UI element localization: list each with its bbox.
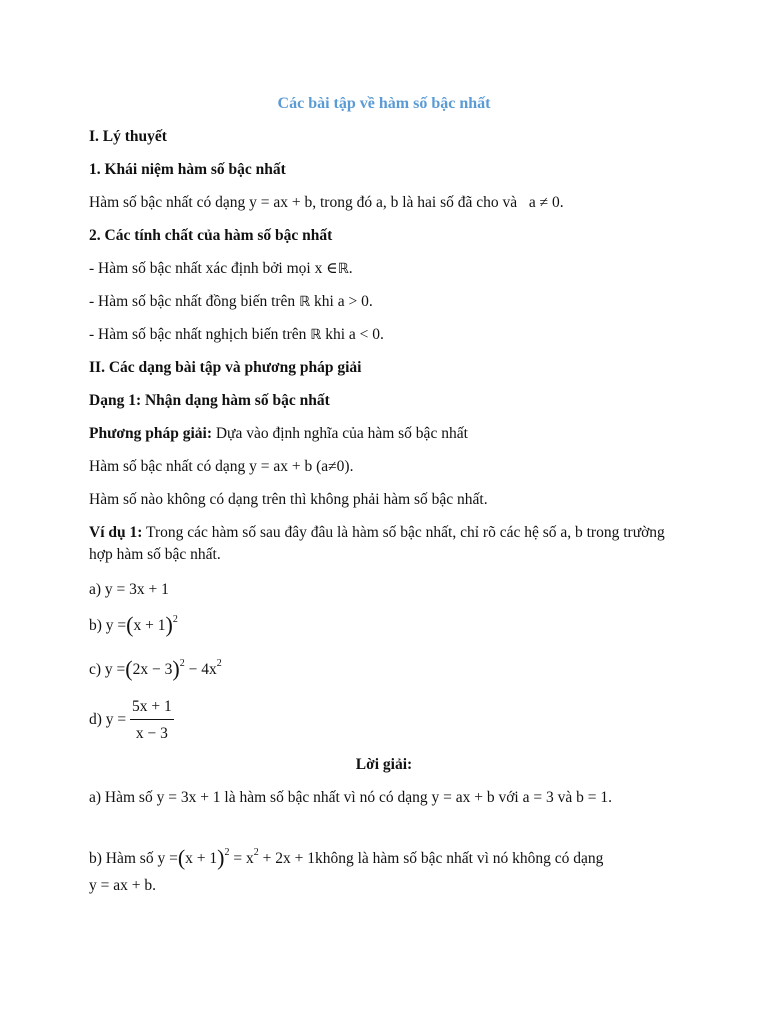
option-a-expression: y = 3x + 1: [104, 581, 169, 598]
option-b: b) $y =(x + 1)^2$: [89, 612, 178, 637]
property-decreasing-end: khi a < 0.: [325, 326, 384, 343]
property-decreasing-text: - Hàm số bậc nhất nghịch biến trên: [89, 326, 307, 343]
option-d: [89, 697, 676, 744]
solution-heading: Lời giải:: [355, 756, 413, 773]
option-d-label: d): [89, 711, 102, 729]
real-set-symbol: ℝ: [310, 327, 322, 343]
option-c-inner: 2x − 3: [132, 661, 173, 678]
element-of-symbol: ∈: [326, 260, 338, 277]
option-c-y: y =: [104, 661, 126, 678]
property-domain: [89, 258, 676, 280]
option-d-y: y =: [105, 711, 127, 729]
option-b-inner: x + 1: [133, 617, 166, 634]
method-text: Dựa vào định nghĩa của hàm số bậc nhất: [215, 425, 468, 442]
solution-b-text-post: không là hàm số bậc nhất vì nó không có dạng: [314, 850, 604, 867]
option-a: [89, 579, 676, 601]
solution-b-line2: y = ax + b.: [89, 877, 156, 894]
option-b-y: y =: [105, 617, 127, 634]
solution-b-x-exponent: 2: [253, 847, 259, 858]
option-c: c) $y =(2x - 3)^2 - 4x^2$: [89, 656, 222, 681]
subheading-properties: 2. Các tính chất của hàm số bậc nhất: [89, 227, 333, 244]
section-heading-theory: I. Lý thuyết: [89, 128, 167, 145]
method-line: [89, 423, 676, 445]
option-b-exponent: 2: [172, 614, 178, 625]
option-c-exponent: 2: [179, 658, 185, 669]
form-end: ).: [344, 458, 354, 475]
property-domain-text: - Hàm số bậc nhất xác định bởi mọi x: [89, 260, 323, 277]
solution-b-x: x: [245, 850, 254, 867]
definition-line: [89, 192, 676, 214]
property-decreasing: [89, 324, 676, 346]
form-text: Hàm số bậc nhất có dạng y = ax + b (a: [89, 458, 329, 475]
method-label: Phương pháp giải:: [89, 425, 212, 442]
property-domain-end: .: [348, 260, 353, 277]
property-increasing: [89, 291, 676, 313]
example-1: [89, 522, 676, 566]
solution-b-rest: + 2x + 1: [262, 850, 315, 867]
option-d-denominator: x − 3: [135, 725, 168, 742]
option-a-label: a): [89, 581, 102, 598]
option-c-label: c): [89, 661, 102, 678]
solution-b-equals: =: [233, 850, 243, 867]
property-increasing-text: - Hàm số bậc nhất đồng biến trên: [89, 293, 296, 310]
subheading-type1: Dạng 1: Nhận dạng hàm số bậc nhất: [89, 392, 330, 409]
solution-b: b) Hàm số $y =(x + 1)^2 = x^2 + 2x$ + 1không là hàm số bậc nhất vì nó không có dạng: [89, 845, 604, 870]
solution-b-exponent: 2: [224, 847, 230, 858]
not-linear-line: Hàm số nào không có dạng trên thì không phải hàm số bậc nhất.: [89, 491, 488, 508]
option-d-fraction: [130, 697, 174, 744]
solution-a: a) Hàm số y = 3x + 1 là hàm số bậc nhất vì nó có dạng y = ax + b với a = 3 và b = 1.: [89, 789, 612, 806]
solution-b-text-pre: b) Hàm số: [89, 850, 154, 867]
option-c-tail: − 4x: [188, 661, 217, 678]
option-b-label: b): [89, 617, 102, 634]
option-c-tail-exponent: 2: [216, 658, 222, 669]
solution-b-y: y =: [157, 850, 178, 867]
definition-text: Hàm số bậc nhất có dạng y = ax + b, trong đó a, b là hai số đã cho và: [89, 194, 518, 211]
solution-b-inner: x + 1: [185, 850, 218, 867]
real-set-symbol: ℝ: [299, 294, 311, 310]
definition-condition: a ≠ 0: [528, 194, 560, 211]
definition-end: .: [559, 194, 564, 211]
form-line: [89, 456, 676, 478]
real-set-symbol: ℝ: [337, 261, 349, 277]
example-label: Ví dụ 1:: [89, 524, 143, 541]
option-d-numerator: 5x + 1: [130, 697, 174, 720]
document-title: Các bài tập về hàm số bậc nhất: [277, 95, 491, 112]
form-condition: ≠0: [328, 458, 345, 475]
example-text: Trong các hàm số sau đây đâu là hàm số bậc nhất, chỉ rõ các hệ số a, b trong trường hợp hàm số bậc nhất.: [89, 524, 665, 563]
subheading-concept: 1. Khái niệm hàm số bậc nhất: [89, 161, 286, 178]
property-increasing-end: khi a > 0.: [314, 293, 373, 310]
section-heading-exercises: II. Các dạng bài tập và phương pháp giải: [89, 359, 362, 376]
